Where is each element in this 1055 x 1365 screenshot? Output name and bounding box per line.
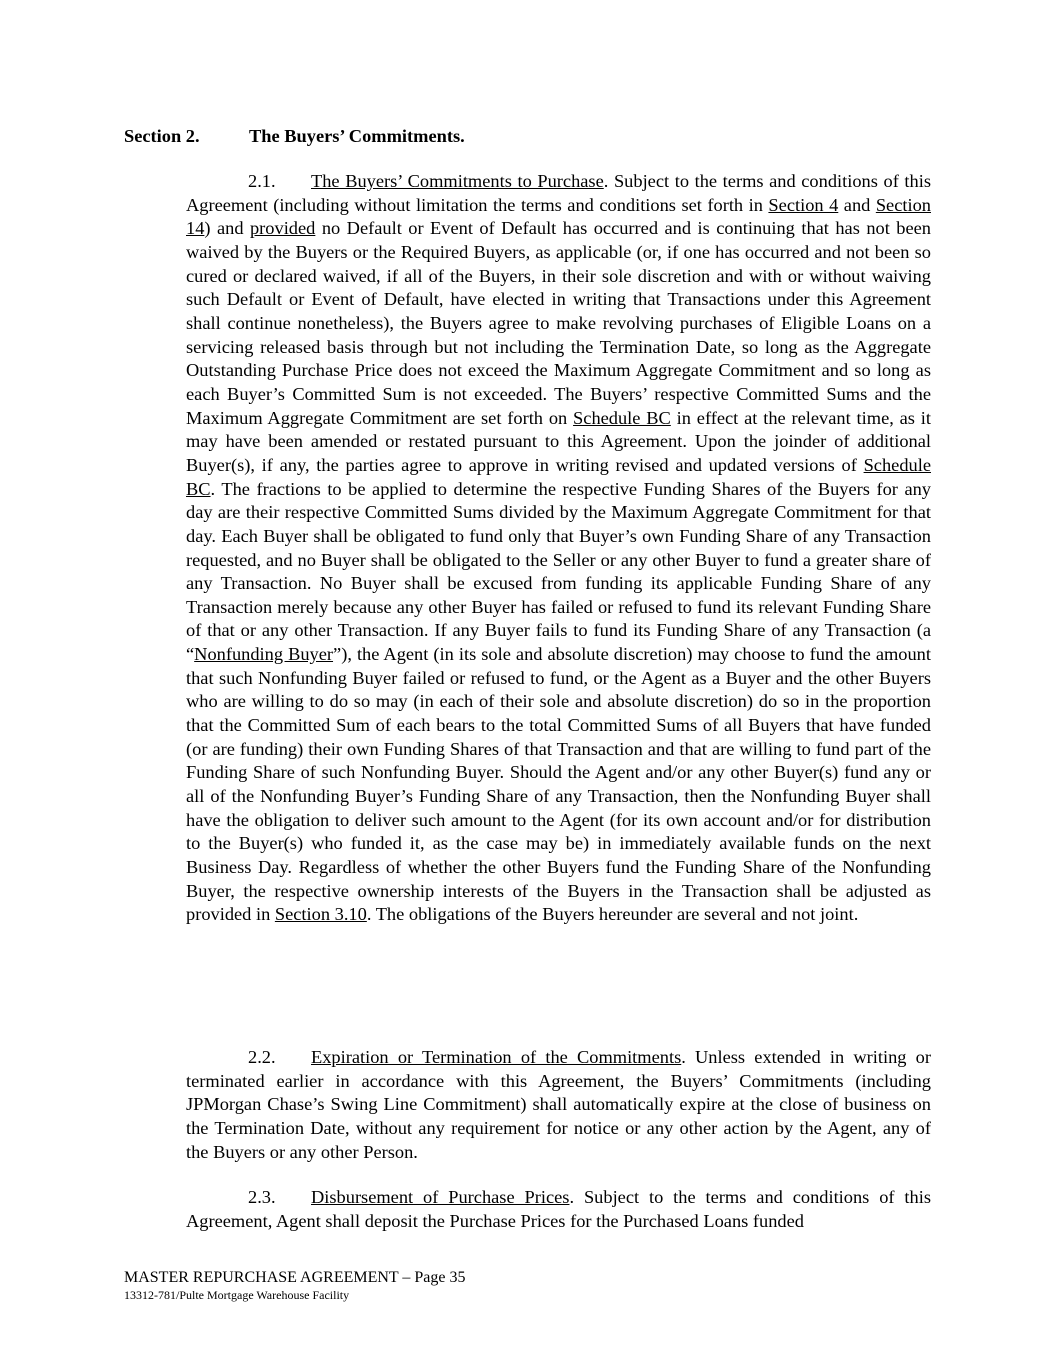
paragraph-heading: Disbursement of Purchase Prices	[311, 1187, 570, 1207]
paragraph-2-1	[186, 170, 931, 927]
paragraph-text: . Unless extended in writing or terminated earlier in accordance with this Agreement, the Buyers’ Commitments (including JPMorgan Chase’s Swing Line Commitment) shall automatically expire at the close of business on the Termination Date, without any requirement for notice or any other action by the Agent, any of the Buyers or any other Person.	[186, 1047, 932, 1162]
section-heading	[124, 124, 465, 148]
paragraph-heading: Expiration or Termination of the Commitments	[311, 1047, 682, 1067]
schedule-bc-reference: Schedule BC	[573, 407, 671, 428]
paragraph-text: . The fractions to be applied to determine the respective Funding Shares of the Buyers for any day are their respective Committed Sums divided by the Maximum Aggregate Commitment for that day. Each Buyer shall be obligated to fund only that Buyer’s own Funding Share of any Transaction requested, and no Buyer shall be obligated to the Seller or any other Buyer to fund a greater share of any Transaction. No Buyer shall be excused from funding its applicable Funding Share of any Transaction merely because any other Buyer has failed or refused to fund its relevant Funding Share of that or any other Transaction. If any Buyer fails to fund its Funding Share of any Transaction (a “	[186, 478, 931, 665]
paragraph-number: 2.1.	[248, 171, 276, 191]
paragraph-text: . Subject to the terms and conditions of this Agreement, Agent shall deposit the Purchase Prices for the Purchased Loans funded	[186, 1187, 931, 1231]
paragraph-number: 2.3.	[248, 1187, 276, 1207]
paragraph-text: no Default or Event of Default has occurred and is continuing that has not been waived by the Buyers or the Required Buyers, as applicable (or, if one has occurred and not been so cured or declared waived, if all of the Buyers, in their sole discretion and with or without waiving such Default or Event of Default, have elected in writing that Transactions under this Agreement shall continue nonetheless), the Buyers agree to make revolving purchases of Eligible Loans on a servicing released basis through but not including the Termination Date, so long as the Aggregate Outstanding Purchase Price does not exceed the Maximum Aggregate Commitment and so long as each Buyer’s Committed Sum is not exceeded. The Buyers’ respective Committed Sums and the Maximum Aggregate Commitment are set forth on	[186, 218, 932, 428]
paragraph-heading: The Buyers’ Commitments to Purchase	[311, 171, 604, 191]
provided-term: provided	[249, 218, 316, 239]
paragraph-2-3	[186, 1186, 931, 1233]
footer-title: MASTER REPURCHASE AGREEMENT – Page 35	[124, 1269, 466, 1286]
paragraph-text: ) and	[204, 218, 250, 239]
nonfunding-buyer-term: Nonfunding Buyer	[194, 644, 334, 665]
paragraph-text: ”), the Agent (in its sole and absolute discretion) may choose to fund the amount that such Nonfunding Buyer failed or refused to fund, or the Agent as a Buyer and the other Buyers who are willing to do so may (in each of their sole and absolute discretion) do so in the proportion that the Committed Sum of each bears to the total Committed Sums of all Buyers that have funded (or are funding) their own Funding Shares of that Transaction and that are willing to fund part of the Funding Share of such Nonfunding Buyer. Should the Agent and/or any other Buyer(s) fund any or all of the Nonfunding Buyer’s Funding Share of any Transaction, then the Nonfunding Buyer shall have the obligation to deliver such amount to the Agent (for its own account and/or for distribution to the Buyer(s) who funded it, as the case may be) in immediately available funds on the next Business Day. Regardless of whether the other Buyers fund the Funding Share of the Nonfunding Buyer, the respective ownership interests of the Buyers in the Transaction shall be adjusted as provided in	[186, 644, 931, 925]
section-3-10-reference: Section 3.10	[274, 904, 367, 925]
paragraph-text: and	[838, 194, 876, 215]
paragraph-text: in effect at the relevant time, as it may have been amended or restated pursuant to this Agreement. Upon the joinder of additional Buyer(s), if any, the parties agree to approve in writing revised and updated versions of	[186, 407, 932, 475]
paragraph-number: 2.2.	[248, 1047, 276, 1067]
paragraph-text: . The obligations of the Buyers hereunder are several and not joint.	[366, 904, 859, 925]
schedule-bc-reference: Schedule BC	[186, 454, 931, 499]
section-14-reference: Section 14	[186, 194, 931, 239]
section-4-reference: Section 4	[768, 194, 839, 215]
paragraph-2-2	[186, 1046, 931, 1164]
section-title: The Buyers’ Commitments.	[249, 126, 465, 146]
paragraph-text: . Subject to the terms and conditions of this Agreement (including without limitation the terms and conditions set forth in	[186, 171, 931, 215]
section-number: Section 2.	[124, 126, 200, 146]
footer-reference: 13312-781/Pulte Mortgage Warehouse Facility	[124, 1288, 350, 1302]
